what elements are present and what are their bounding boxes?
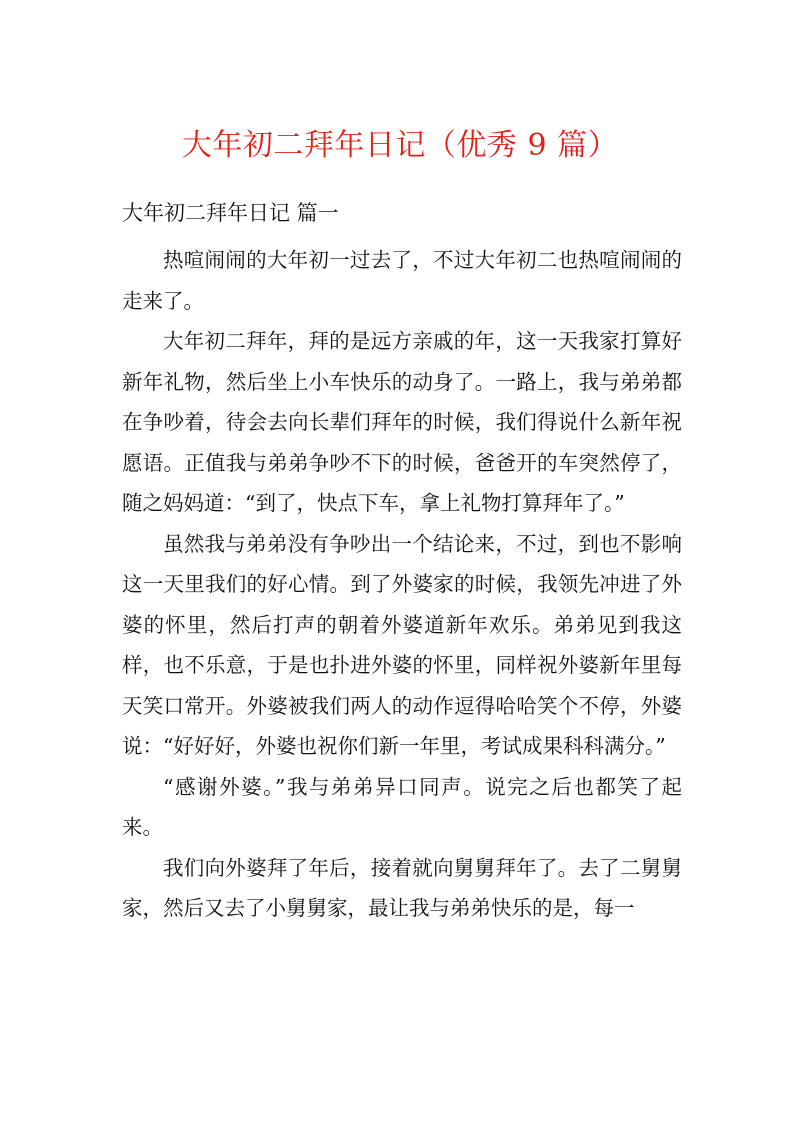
paragraph: 我们向外婆拜了年后，接着就向舅舅拜年了。去了二舅舅家，然后又去了小舅舅家，最让我与弟弟快乐的是，每一 <box>122 855 682 920</box>
document-body <box>122 240 682 929</box>
paragraph: 大年初二拜年，拜的是远方亲戚的年，这一天我家打算好新年礼物，然后坐上小车快乐的动身了。一路上，我与弟弟都在争吵着，待会去向长辈们拜年的时候，我们得说什么新年祝愿语。正值我与弟弟争吵不下的时候，爸爸开的车突然停了，随之妈妈道：“到了，快点下车，拿上礼物打算拜年了。” <box>122 329 682 515</box>
paragraph: 热喧闹闹的大年初一过去了，不过大年初二也热喧闹闹的走来了。 <box>122 248 682 313</box>
document-title: 大年初二拜年日记（优秀 9 篇） <box>181 128 619 163</box>
paragraph: 虽然我与弟弟没有争吵出一个结论来，不过，到也不影响这一天里我们的好心情。到了外婆家的时候，我领先冲进了外婆的怀里，然后打声的朝着外婆道新年欢乐。弟弟见到我这样，也不乐意，于是也扑进外婆的怀里，同样祝外婆新年里每天笑口常开。外婆被我们两人的动作逗得哈哈笑个不停，外婆说：“好好好，外婆也祝你们新一年里，考试成果科科满分。” <box>122 531 682 758</box>
section-heading: 大年初二拜年日记 篇一 <box>122 201 339 225</box>
paragraph: “感谢外婆。”我与弟弟异口同声。说完之后也都笑了起来。 <box>122 774 682 839</box>
